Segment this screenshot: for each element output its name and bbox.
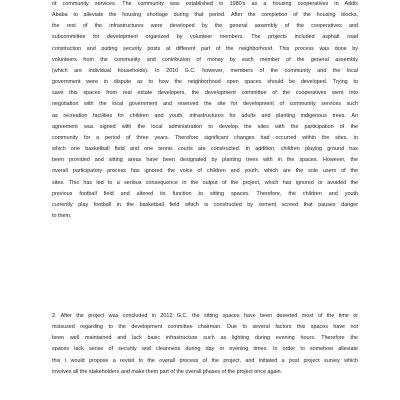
text-line: volunteers from the community and contribution of money by each member of the general assembly	[52, 56, 358, 63]
text-line: overall participatory process has ignored the voice of children and youth, which are the sole users of the	[52, 168, 358, 175]
text-line: agreement was signed with the local administration to develop the sites with the participation of the	[52, 123, 358, 130]
text-line: been well maintained and lack basic infrastructure such as lighting during evening hours. Therefore the	[52, 335, 358, 342]
text-line: this I would propose a revisit to the overall process of the project, and initiated a post project survey which	[52, 357, 358, 364]
text-line: of community services. The community was established in 1980’s as a housing cooperatives in Addis	[52, 1, 358, 7]
text-line: involves all the stakeholders and make them part of the overall phases of the project once again.	[52, 368, 283, 375]
text-line: construction and putting security posts at different part of the neighborhood. This process was done by	[52, 45, 358, 52]
body-paragraph-1	[52, 0, 358, 222]
text-line: which one basketball field and one tennis courts are constructed. In addition, children playing ground has	[52, 146, 358, 153]
text-line: sites. This has led to a serious consequence in the output of the project, which has ignored or avoided the	[52, 179, 358, 186]
text-line: save this spaces from real estate developers, the development committee of the cooperatives went into	[52, 90, 358, 97]
text-line: 2. After the project was concluded in 2012 G.C. the sitting spaces have been deserted most of the time or	[52, 313, 358, 319]
text-line: previous football field and altered its function to sitting spaces. Therefore, the children and youth	[52, 190, 358, 197]
text-line: community for a period of three years. Therefore significant changes had occurred within the sites, in	[52, 134, 358, 141]
text-line: Ababa to alleviate the housing shortage during that period. After the completion of the housing blocks,	[52, 12, 358, 19]
body-paragraph-2	[52, 311, 358, 378]
text-line: as recreation facilities for children and youth, infrastructures for adults and planting indigenous trees. An	[52, 112, 358, 119]
text-line: been provided and sitting areas have been designated by planting trees with in the spaces. However, the	[52, 157, 358, 164]
text-line: the rest of the infrastructures were developed by the general assembly of the cooperatives and	[52, 23, 358, 30]
text-line: spaces lack sense of security and cleanness during day or evening times. In order to somehow alleviate	[52, 346, 358, 353]
text-line: (which are individual households). In 2010 G.C. however, members of the community and the local	[52, 67, 358, 74]
text-line: subcommittee for development organized by volunteer members. The projects included asphalt road	[52, 34, 358, 41]
text-line: negotiation with the local government and reserved the site for development of community services such	[52, 101, 358, 108]
text-line: to them.	[52, 212, 72, 219]
text-line: currently play football in the basketball field which is constructed by cement screed that pauses danger	[52, 201, 358, 208]
text-line: missused regarding to the development committee chairman. Due to several factors this spaces have not	[52, 324, 358, 331]
text-line: government were in dispute as to how the neighborhood open spaces should be developed. Trying to	[52, 79, 358, 86]
